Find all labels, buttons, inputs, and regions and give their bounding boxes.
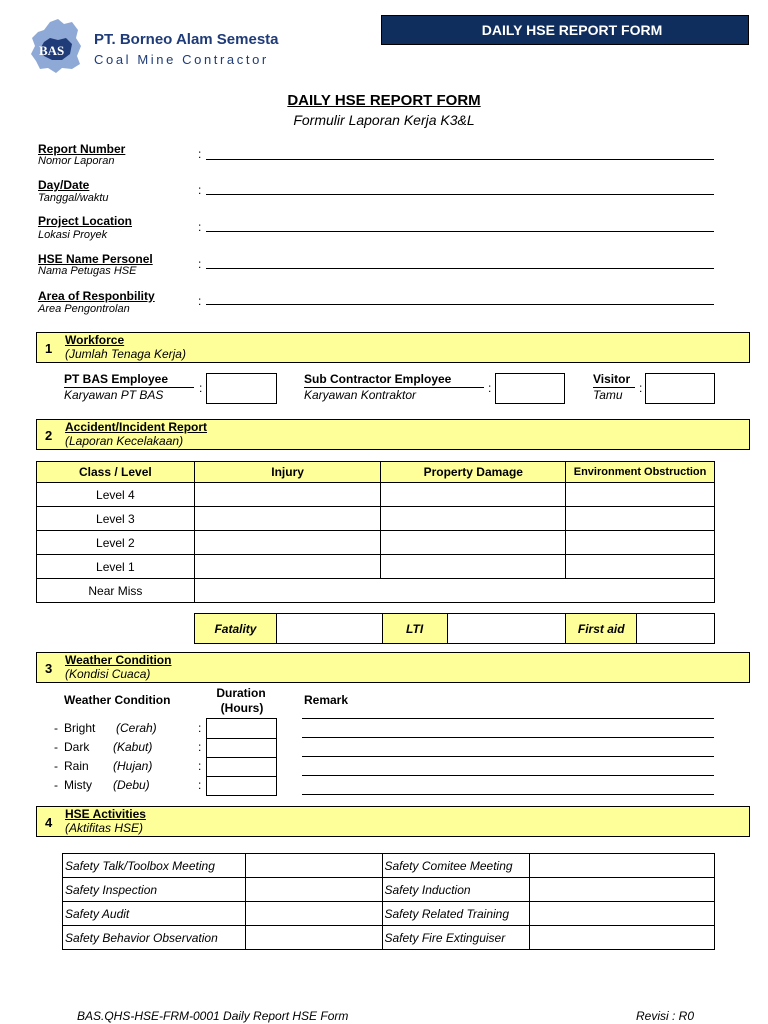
company-logo bbox=[28, 16, 84, 76]
form-badge: DAILY HSE REPORT FORM bbox=[381, 15, 749, 45]
accident-level-label: Level 4 bbox=[37, 483, 195, 507]
field-sub-project-location: Lokasi Proyek bbox=[38, 229, 108, 241]
bullet-dash: - bbox=[54, 740, 58, 754]
accident-cell[interactable] bbox=[381, 555, 566, 579]
accident-cell[interactable] bbox=[566, 555, 715, 579]
area-input[interactable] bbox=[206, 304, 714, 305]
rain-remark-input[interactable] bbox=[302, 756, 714, 757]
footer-revision: Revisi : R0 bbox=[636, 1009, 695, 1023]
workforce-visitor-input[interactable] bbox=[645, 373, 715, 404]
accident-header-injury: Injury bbox=[194, 462, 381, 483]
activity-label: Safety Audit bbox=[63, 902, 246, 926]
weather-duration-unit: (Hours) bbox=[220, 701, 264, 715]
logo-text: BAS bbox=[39, 43, 65, 58]
section-subtitle: (Aktifitas HSE) bbox=[65, 821, 144, 835]
table-row bbox=[63, 854, 715, 878]
table-row bbox=[37, 579, 715, 603]
table-row bbox=[63, 926, 715, 950]
accident-cell[interactable] bbox=[381, 483, 566, 507]
weather-condition-header: Weather Condition bbox=[64, 693, 171, 707]
section-number: 2 bbox=[45, 428, 53, 443]
field-label-report-number: Report Number bbox=[38, 142, 126, 156]
misty-duration-input[interactable] bbox=[206, 776, 277, 794]
field-colon: : bbox=[198, 759, 202, 773]
near-miss-cell[interactable] bbox=[194, 579, 714, 603]
dark-remark-input[interactable] bbox=[302, 737, 714, 738]
footer-doc-code: BAS.QHS-HSE-FRM-0001 Daily Report HSE Form bbox=[77, 1009, 349, 1023]
form-subtitle: Formulir Laporan Kerja K3&L bbox=[293, 112, 475, 128]
field-colon: : bbox=[639, 381, 643, 395]
activity-label: Safety Talk/Toolbox Meeting bbox=[63, 854, 246, 878]
weather-name: Dark bbox=[64, 740, 90, 754]
section-title: Weather Condition bbox=[65, 653, 172, 667]
report-number-input[interactable] bbox=[206, 159, 714, 160]
accident-header-environment: Environment Obstruction bbox=[566, 462, 715, 483]
day-date-input[interactable] bbox=[206, 194, 714, 195]
weather-name: Misty bbox=[64, 778, 92, 792]
bullet-dash: - bbox=[54, 721, 58, 735]
company-name: PT. Borneo Alam Semesta bbox=[94, 31, 279, 48]
dark-duration-input[interactable] bbox=[206, 738, 277, 756]
field-sub-area: Area Pengontrolan bbox=[38, 303, 130, 315]
severity-table bbox=[194, 613, 715, 644]
section-accident bbox=[36, 419, 750, 450]
accident-header-class: Class / Level bbox=[37, 462, 195, 483]
table-row bbox=[63, 902, 715, 926]
field-sub-hse-name: Nama Petugas HSE bbox=[38, 265, 137, 277]
accident-cell[interactable] bbox=[194, 531, 381, 555]
accident-cell[interactable] bbox=[566, 483, 715, 507]
bullet-dash: - bbox=[54, 759, 58, 773]
field-label-day-date: Day/Date bbox=[38, 178, 90, 192]
activity-label: Safety Related Training bbox=[382, 902, 530, 926]
field-label-project-location: Project Location bbox=[38, 214, 133, 228]
field-colon: : bbox=[199, 381, 203, 395]
activity-input[interactable] bbox=[245, 902, 382, 926]
activity-label: Safety Induction bbox=[382, 878, 530, 902]
accident-table bbox=[36, 461, 715, 603]
lti-label: LTI bbox=[382, 614, 447, 644]
accident-level-label: Level 2 bbox=[37, 531, 195, 555]
bright-remark-input[interactable] bbox=[302, 718, 714, 719]
weather-sub: (Kabut) bbox=[113, 740, 153, 754]
workforce-visitor-label: Visitor bbox=[593, 372, 631, 386]
project-location-input[interactable] bbox=[206, 231, 714, 232]
extra-remark-line[interactable] bbox=[302, 794, 714, 795]
section-subtitle: (Jumlah Tenaga Kerja) bbox=[65, 347, 186, 361]
activity-label: Safety Inspection bbox=[63, 878, 246, 902]
section-hse-activities bbox=[36, 806, 750, 837]
misty-remark-input[interactable] bbox=[302, 775, 714, 776]
field-colon: : bbox=[198, 721, 202, 735]
field-colon: : bbox=[198, 740, 202, 754]
weather-sub: (Hujan) bbox=[113, 759, 153, 773]
accident-cell[interactable] bbox=[566, 507, 715, 531]
form-title: DAILY HSE REPORT FORM bbox=[287, 92, 481, 109]
activity-input[interactable] bbox=[245, 926, 382, 950]
activity-input[interactable] bbox=[245, 854, 382, 878]
hse-name-input[interactable] bbox=[206, 268, 714, 269]
workforce-bas-input[interactable] bbox=[206, 373, 277, 404]
activity-label: Safety Behavior Observation bbox=[63, 926, 246, 950]
activity-label: Safety Fire Extinguiser bbox=[382, 926, 530, 950]
activity-input[interactable] bbox=[530, 926, 715, 950]
accident-cell[interactable] bbox=[194, 507, 381, 531]
weather-remark-header: Remark bbox=[304, 693, 349, 707]
section-number: 4 bbox=[45, 815, 53, 830]
accident-near-miss-label: Near Miss bbox=[37, 579, 195, 603]
company-tagline: Coal Mine Contractor bbox=[94, 52, 269, 67]
first-aid-input[interactable] bbox=[637, 614, 715, 644]
table-row bbox=[37, 555, 715, 579]
section-title: Accident/Incident Report bbox=[65, 420, 208, 434]
weather-name: Bright bbox=[64, 721, 96, 735]
activity-input[interactable] bbox=[530, 902, 715, 926]
table-row bbox=[37, 483, 715, 507]
activity-input[interactable] bbox=[245, 878, 382, 902]
field-sub-report-number: Nomor Laporan bbox=[38, 155, 115, 167]
section-number: 1 bbox=[45, 341, 53, 356]
workforce-sub-contractor-input[interactable] bbox=[495, 373, 565, 404]
hse-activities-table bbox=[62, 853, 715, 950]
weather-sub: (Cerah) bbox=[116, 721, 157, 735]
workforce-sub-contractor-sub: Karyawan Kontraktor bbox=[304, 387, 484, 402]
section-title: Workforce bbox=[65, 333, 125, 347]
bright-duration-input[interactable] bbox=[206, 719, 277, 737]
weather-duration-header: Duration bbox=[216, 686, 266, 700]
section-workforce bbox=[36, 332, 750, 363]
rain-duration-input[interactable] bbox=[206, 757, 277, 775]
section-number: 3 bbox=[45, 661, 53, 676]
weather-sub: (Debu) bbox=[113, 778, 150, 792]
fatality-label: Fatality bbox=[195, 614, 277, 644]
field-colon: : bbox=[198, 257, 202, 271]
accident-cell[interactable] bbox=[194, 555, 381, 579]
accident-cell[interactable] bbox=[381, 531, 566, 555]
field-colon: : bbox=[198, 183, 202, 197]
first-aid-label: First aid bbox=[566, 614, 637, 644]
field-sub-day-date: Tanggal/waktu bbox=[38, 192, 109, 204]
workforce-visitor-sub: Tamu bbox=[593, 387, 635, 402]
section-subtitle: (Kondisi Cuaca) bbox=[65, 667, 151, 681]
field-label-area: Area of Responbility bbox=[38, 289, 155, 303]
bullet-dash: - bbox=[54, 778, 58, 792]
lti-input[interactable] bbox=[447, 614, 566, 644]
activity-input[interactable] bbox=[530, 878, 715, 902]
table-row bbox=[37, 507, 715, 531]
workforce-sub-contractor-label: Sub Contractor Employee bbox=[304, 372, 452, 386]
accident-level-label: Level 1 bbox=[37, 555, 195, 579]
field-label-hse-name: HSE Name Personel bbox=[38, 252, 153, 266]
table-row bbox=[63, 878, 715, 902]
field-colon: : bbox=[198, 147, 202, 161]
accident-cell[interactable] bbox=[194, 483, 381, 507]
section-title: HSE Activities bbox=[65, 807, 146, 821]
section-subtitle: (Laporan Kecelakaan) bbox=[65, 434, 184, 448]
workforce-bas-label: PT BAS Employee bbox=[64, 372, 169, 386]
table-row bbox=[37, 531, 715, 555]
weather-name: Rain bbox=[64, 759, 89, 773]
accident-cell[interactable] bbox=[566, 531, 715, 555]
field-colon: : bbox=[488, 381, 492, 395]
fatality-input[interactable] bbox=[276, 614, 382, 644]
workforce-bas-sub: Karyawan PT BAS bbox=[64, 387, 194, 402]
activity-label: Safety Comitee Meeting bbox=[382, 854, 530, 878]
accident-header-property: Property Damage bbox=[381, 462, 566, 483]
field-colon: : bbox=[198, 220, 202, 234]
field-colon: : bbox=[198, 294, 202, 308]
activity-input[interactable] bbox=[530, 854, 715, 878]
section-weather bbox=[36, 652, 750, 683]
accident-level-label: Level 3 bbox=[37, 507, 195, 531]
accident-cell[interactable] bbox=[381, 507, 566, 531]
field-colon: : bbox=[198, 778, 202, 792]
